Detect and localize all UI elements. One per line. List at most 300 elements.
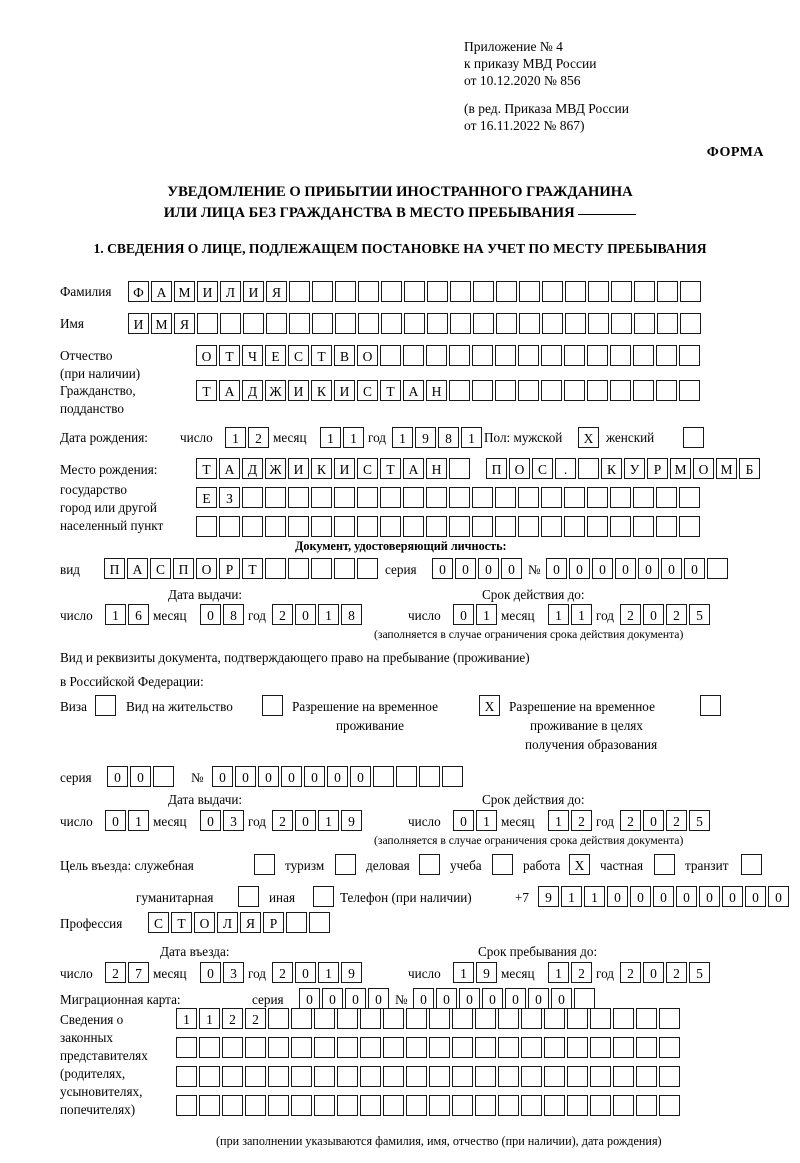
patronymic-cell-14[interactable]: [495, 345, 516, 366]
birth-city2-cell-13[interactable]: [472, 487, 493, 508]
legal-rep2-cell-11[interactable]: [406, 1037, 427, 1058]
surname-cell-16[interactable]: [473, 281, 494, 302]
name-cell-20[interactable]: [565, 313, 586, 334]
field-name[interactable]: [128, 313, 703, 334]
birth-city2-cell-14[interactable]: [495, 487, 516, 508]
doc-kind-cell-7[interactable]: Т: [242, 558, 263, 579]
legal-rep2-cell-8[interactable]: [337, 1037, 358, 1058]
legal-rep4-cell-18[interactable]: [567, 1095, 588, 1116]
legal-rep2-cell-22[interactable]: [659, 1037, 680, 1058]
birth-state-cell-12[interactable]: [449, 458, 470, 479]
birth-state-cell-11[interactable]: Н: [426, 458, 447, 479]
checkbox-purpose-private[interactable]: [654, 854, 675, 875]
field-phone[interactable]: [538, 886, 791, 907]
surname-cell-9[interactable]: [312, 281, 333, 302]
name-cell-25[interactable]: [680, 313, 701, 334]
birth-city3-cell-20[interactable]: [633, 516, 654, 537]
issue-year-cell-4[interactable]: 8: [341, 604, 362, 625]
surname-cell-24[interactable]: [657, 281, 678, 302]
profession-cell-7[interactable]: [286, 912, 307, 933]
stay-valid-year-cell-4[interactable]: 5: [689, 810, 710, 831]
phone-cell-6[interactable]: 0: [653, 886, 674, 907]
field-valid-day[interactable]: [453, 604, 499, 625]
legal-rep2-cell-4[interactable]: [245, 1037, 266, 1058]
checkbox-purpose-other[interactable]: [313, 886, 334, 907]
birth-day-cell-2[interactable]: 2: [248, 427, 269, 448]
valid-year-cell-3[interactable]: 2: [666, 604, 687, 625]
birth-city3-cell-9[interactable]: [380, 516, 401, 537]
phone-cell-11[interactable]: 0: [768, 886, 789, 907]
field-birth-place-city-row2[interactable]: [196, 487, 702, 508]
field-doc-number[interactable]: [546, 558, 730, 579]
valid-year-cell-1[interactable]: 2: [620, 604, 641, 625]
birth-city2-cell-17[interactable]: [564, 487, 585, 508]
citizenship-cell-4[interactable]: Ж: [265, 380, 286, 401]
field-stay-number[interactable]: [212, 766, 465, 787]
mig-number-cell-2[interactable]: 0: [436, 988, 457, 1009]
stay-end-year-cell-4[interactable]: 5: [689, 962, 710, 983]
birth-city1-cell-3[interactable]: С: [532, 458, 553, 479]
name-cell-17[interactable]: [496, 313, 517, 334]
patronymic-cell-22[interactable]: [679, 345, 700, 366]
checkbox-purpose-tourism[interactable]: [335, 854, 356, 875]
legal-rep1-cell-8[interactable]: [337, 1008, 358, 1029]
stay-end-year-cell-1[interactable]: 2: [620, 962, 641, 983]
legal-rep3-cell-5[interactable]: [268, 1066, 289, 1087]
citizenship-cell-17[interactable]: [564, 380, 585, 401]
field-doc-kind[interactable]: [104, 558, 380, 579]
field-entry-month[interactable]: [200, 962, 246, 983]
legal-rep3-cell-16[interactable]: [521, 1066, 542, 1087]
checkbox-edu-residence[interactable]: [700, 695, 721, 716]
field-legal-rep-row4[interactable]: [176, 1095, 682, 1116]
legal-rep1-cell-18[interactable]: [567, 1008, 588, 1029]
legal-rep3-cell-2[interactable]: [199, 1066, 220, 1087]
birth-city1-cell-8[interactable]: Р: [647, 458, 668, 479]
birth-city1-cell-12[interactable]: Б: [739, 458, 760, 479]
field-stay-valid-year[interactable]: [620, 810, 712, 831]
surname-cell-7[interactable]: Я: [266, 281, 287, 302]
name-cell-11[interactable]: [358, 313, 379, 334]
surname-cell-22[interactable]: [611, 281, 632, 302]
doc-kind-cell-11[interactable]: [334, 558, 355, 579]
citizenship-cell-5[interactable]: И: [288, 380, 309, 401]
legal-rep2-cell-12[interactable]: [429, 1037, 450, 1058]
surname-cell-23[interactable]: [634, 281, 655, 302]
mig-series-cell-1[interactable]: 0: [299, 988, 320, 1009]
field-stay-end-month[interactable]: [548, 962, 594, 983]
field-legal-rep-row3[interactable]: [176, 1066, 682, 1087]
legal-rep4-cell-12[interactable]: [429, 1095, 450, 1116]
checkbox-residence[interactable]: [262, 695, 283, 716]
surname-cell-1[interactable]: Ф: [128, 281, 149, 302]
citizenship-cell-10[interactable]: А: [403, 380, 424, 401]
name-cell-16[interactable]: [473, 313, 494, 334]
surname-cell-21[interactable]: [588, 281, 609, 302]
phone-cell-4[interactable]: 0: [607, 886, 628, 907]
stay-valid-day-cell-2[interactable]: 1: [476, 810, 497, 831]
legal-rep3-cell-22[interactable]: [659, 1066, 680, 1087]
citizenship-cell-19[interactable]: [610, 380, 631, 401]
valid-day-cell-1[interactable]: 0: [453, 604, 474, 625]
stay-valid-year-cell-1[interactable]: 2: [620, 810, 641, 831]
legal-rep1-cell-19[interactable]: [590, 1008, 611, 1029]
profession-cell-4[interactable]: Л: [217, 912, 238, 933]
birth-state-cell-6[interactable]: К: [311, 458, 332, 479]
field-stay-valid-day[interactable]: [453, 810, 499, 831]
field-legal-rep-row2[interactable]: [176, 1037, 682, 1058]
birth-city3-cell-19[interactable]: [610, 516, 631, 537]
doc-kind-cell-2[interactable]: А: [127, 558, 148, 579]
legal-rep1-cell-15[interactable]: [498, 1008, 519, 1029]
birth-city3-cell-2[interactable]: [219, 516, 240, 537]
citizenship-cell-6[interactable]: К: [311, 380, 332, 401]
legal-rep1-cell-20[interactable]: [613, 1008, 634, 1029]
stay-issue-month-cell-2[interactable]: 3: [223, 810, 244, 831]
birth-city3-cell-7[interactable]: [334, 516, 355, 537]
name-cell-2[interactable]: М: [151, 313, 172, 334]
field-entry-day[interactable]: [105, 962, 151, 983]
surname-cell-13[interactable]: [404, 281, 425, 302]
doc-kind-cell-1[interactable]: П: [104, 558, 125, 579]
checkbox-purpose-business[interactable]: [419, 854, 440, 875]
legal-rep1-cell-2[interactable]: 1: [199, 1008, 220, 1029]
citizenship-cell-1[interactable]: Т: [196, 380, 217, 401]
mig-number-cell-1[interactable]: 0: [413, 988, 434, 1009]
birth-city1-cell-7[interactable]: У: [624, 458, 645, 479]
legal-rep1-cell-6[interactable]: [291, 1008, 312, 1029]
birth-state-cell-3[interactable]: Д: [242, 458, 263, 479]
stay-issue-year-cell-2[interactable]: 0: [295, 810, 316, 831]
name-cell-13[interactable]: [404, 313, 425, 334]
name-cell-22[interactable]: [611, 313, 632, 334]
birth-city1-cell-1[interactable]: П: [486, 458, 507, 479]
birth-city2-cell-22[interactable]: [679, 487, 700, 508]
valid-year-cell-2[interactable]: 0: [643, 604, 664, 625]
patronymic-cell-13[interactable]: [472, 345, 493, 366]
legal-rep3-cell-20[interactable]: [613, 1066, 634, 1087]
birth-state-cell-1[interactable]: Т: [196, 458, 217, 479]
citizenship-cell-14[interactable]: [495, 380, 516, 401]
field-birth-day[interactable]: [225, 427, 271, 448]
birth-city2-cell-18[interactable]: [587, 487, 608, 508]
field-stay-issue-month[interactable]: [200, 810, 246, 831]
legal-rep3-cell-8[interactable]: [337, 1066, 358, 1087]
birth-city3-cell-12[interactable]: [449, 516, 470, 537]
name-cell-4[interactable]: [197, 313, 218, 334]
birth-city3-cell-5[interactable]: [288, 516, 309, 537]
legal-rep3-cell-14[interactable]: [475, 1066, 496, 1087]
legal-rep1-cell-11[interactable]: [406, 1008, 427, 1029]
birth-city1-cell-6[interactable]: К: [601, 458, 622, 479]
legal-rep1-cell-5[interactable]: [268, 1008, 289, 1029]
birth-month-cell-1[interactable]: 1: [320, 427, 341, 448]
surname-cell-5[interactable]: Л: [220, 281, 241, 302]
birth-city2-cell-11[interactable]: [426, 487, 447, 508]
checkbox-purpose-humanitarian[interactable]: [238, 886, 259, 907]
stay-number-cell-9[interactable]: [396, 766, 417, 787]
field-citizenship[interactable]: [196, 380, 702, 401]
legal-rep4-cell-15[interactable]: [498, 1095, 519, 1116]
legal-rep3-cell-11[interactable]: [406, 1066, 427, 1087]
profession-cell-8[interactable]: [309, 912, 330, 933]
patronymic-cell-2[interactable]: Т: [219, 345, 240, 366]
doc-kind-cell-6[interactable]: Р: [219, 558, 240, 579]
stay-number-cell-8[interactable]: [373, 766, 394, 787]
surname-cell-11[interactable]: [358, 281, 379, 302]
issue-year-cell-3[interactable]: 1: [318, 604, 339, 625]
field-doc-series[interactable]: [432, 558, 524, 579]
stay-valid-month-cell-2[interactable]: 2: [571, 810, 592, 831]
patronymic-cell-20[interactable]: [633, 345, 654, 366]
stay-number-cell-6[interactable]: 0: [327, 766, 348, 787]
stay-issue-year-cell-4[interactable]: 9: [341, 810, 362, 831]
field-valid-year[interactable]: [620, 604, 712, 625]
birth-city2-cell-4[interactable]: [265, 487, 286, 508]
legal-rep3-cell-15[interactable]: [498, 1066, 519, 1087]
field-issue-year[interactable]: [272, 604, 364, 625]
doc-kind-cell-4[interactable]: П: [173, 558, 194, 579]
name-cell-21[interactable]: [588, 313, 609, 334]
surname-cell-10[interactable]: [335, 281, 356, 302]
birth-city3-cell-1[interactable]: [196, 516, 217, 537]
name-cell-19[interactable]: [542, 313, 563, 334]
legal-rep4-cell-3[interactable]: [222, 1095, 243, 1116]
name-cell-23[interactable]: [634, 313, 655, 334]
field-migration-series[interactable]: [299, 988, 391, 1009]
doc-number-cell-5[interactable]: 0: [638, 558, 659, 579]
legal-rep3-cell-10[interactable]: [383, 1066, 404, 1087]
profession-cell-5[interactable]: Я: [240, 912, 261, 933]
phone-cell-10[interactable]: 0: [745, 886, 766, 907]
phone-cell-5[interactable]: 0: [630, 886, 651, 907]
legal-rep4-cell-9[interactable]: [360, 1095, 381, 1116]
checkbox-sex-female[interactable]: [683, 427, 704, 448]
citizenship-cell-15[interactable]: [518, 380, 539, 401]
stay-issue-day-cell-2[interactable]: 1: [128, 810, 149, 831]
birth-city2-cell-21[interactable]: [656, 487, 677, 508]
birth-city2-cell-16[interactable]: [541, 487, 562, 508]
doc-number-cell-7[interactable]: 0: [684, 558, 705, 579]
entry-month-cell-1[interactable]: 0: [200, 962, 221, 983]
birth-city2-cell-6[interactable]: [311, 487, 332, 508]
legal-rep2-cell-17[interactable]: [544, 1037, 565, 1058]
issue-day-cell-1[interactable]: 1: [105, 604, 126, 625]
birth-city2-cell-5[interactable]: [288, 487, 309, 508]
birth-city3-cell-11[interactable]: [426, 516, 447, 537]
birth-city1-cell-9[interactable]: М: [670, 458, 691, 479]
name-cell-5[interactable]: [220, 313, 241, 334]
valid-month-cell-2[interactable]: 1: [571, 604, 592, 625]
legal-rep2-cell-14[interactable]: [475, 1037, 496, 1058]
field-surname[interactable]: [128, 281, 703, 302]
birth-year-cell-2[interactable]: 9: [415, 427, 436, 448]
profession-cell-2[interactable]: Т: [171, 912, 192, 933]
field-birth-month[interactable]: [320, 427, 366, 448]
checkbox-temp-residence[interactable]: X: [479, 695, 500, 716]
patronymic-cell-6[interactable]: Т: [311, 345, 332, 366]
citizenship-cell-20[interactable]: [633, 380, 654, 401]
profession-cell-6[interactable]: Р: [263, 912, 284, 933]
valid-day-cell-2[interactable]: 1: [476, 604, 497, 625]
phone-cell-9[interactable]: 0: [722, 886, 743, 907]
field-birth-place-city-row1[interactable]: [486, 458, 762, 479]
phone-cell-1[interactable]: 9: [538, 886, 559, 907]
doc-kind-cell-9[interactable]: [288, 558, 309, 579]
stay-issue-year-cell-1[interactable]: 2: [272, 810, 293, 831]
legal-rep1-cell-22[interactable]: [659, 1008, 680, 1029]
patronymic-cell-15[interactable]: [518, 345, 539, 366]
legal-rep1-cell-16[interactable]: [521, 1008, 542, 1029]
citizenship-cell-21[interactable]: [656, 380, 677, 401]
surname-cell-14[interactable]: [427, 281, 448, 302]
legal-rep1-cell-13[interactable]: [452, 1008, 473, 1029]
field-issue-month[interactable]: [200, 604, 246, 625]
doc-number-cell-6[interactable]: 0: [661, 558, 682, 579]
doc-number-cell-4[interactable]: 0: [615, 558, 636, 579]
stay-number-cell-7[interactable]: 0: [350, 766, 371, 787]
legal-rep2-cell-18[interactable]: [567, 1037, 588, 1058]
surname-cell-3[interactable]: М: [174, 281, 195, 302]
legal-rep2-cell-16[interactable]: [521, 1037, 542, 1058]
issue-day-cell-2[interactable]: 6: [128, 604, 149, 625]
doc-kind-cell-5[interactable]: О: [196, 558, 217, 579]
doc-series-cell-2[interactable]: 0: [455, 558, 476, 579]
stay-end-day-cell-1[interactable]: 1: [453, 962, 474, 983]
stay-valid-year-cell-3[interactable]: 2: [666, 810, 687, 831]
stay-end-year-cell-3[interactable]: 2: [666, 962, 687, 983]
birth-city2-cell-12[interactable]: [449, 487, 470, 508]
legal-rep3-cell-12[interactable]: [429, 1066, 450, 1087]
legal-rep1-cell-1[interactable]: 1: [176, 1008, 197, 1029]
birth-city3-cell-21[interactable]: [656, 516, 677, 537]
stay-valid-day-cell-1[interactable]: 0: [453, 810, 474, 831]
entry-year-cell-4[interactable]: 9: [341, 962, 362, 983]
phone-cell-8[interactable]: 0: [699, 886, 720, 907]
legal-rep3-cell-1[interactable]: [176, 1066, 197, 1087]
birth-city2-cell-15[interactable]: [518, 487, 539, 508]
legal-rep3-cell-21[interactable]: [636, 1066, 657, 1087]
legal-rep1-cell-10[interactable]: [383, 1008, 404, 1029]
field-legal-rep-row1[interactable]: [176, 1008, 682, 1029]
birth-day-cell-1[interactable]: 1: [225, 427, 246, 448]
birth-year-cell-1[interactable]: 1: [392, 427, 413, 448]
mig-number-cell-3[interactable]: 0: [459, 988, 480, 1009]
mig-number-cell-4[interactable]: 0: [482, 988, 503, 1009]
name-cell-12[interactable]: [381, 313, 402, 334]
checkbox-visa[interactable]: [95, 695, 116, 716]
entry-day-cell-2[interactable]: 7: [128, 962, 149, 983]
legal-rep1-cell-9[interactable]: [360, 1008, 381, 1029]
patronymic-cell-17[interactable]: [564, 345, 585, 366]
birth-year-cell-3[interactable]: 8: [438, 427, 459, 448]
birth-city3-cell-16[interactable]: [541, 516, 562, 537]
phone-cell-3[interactable]: 1: [584, 886, 605, 907]
stay-number-cell-3[interactable]: 0: [258, 766, 279, 787]
name-cell-14[interactable]: [427, 313, 448, 334]
stay-end-month-cell-1[interactable]: 1: [548, 962, 569, 983]
stay-series-cell-2[interactable]: 0: [130, 766, 151, 787]
legal-rep2-cell-21[interactable]: [636, 1037, 657, 1058]
field-migration-number[interactable]: [413, 988, 597, 1009]
legal-rep2-cell-20[interactable]: [613, 1037, 634, 1058]
legal-rep2-cell-10[interactable]: [383, 1037, 404, 1058]
birth-city2-cell-1[interactable]: Е: [196, 487, 217, 508]
field-issue-day[interactable]: [105, 604, 151, 625]
surname-cell-12[interactable]: [381, 281, 402, 302]
citizenship-cell-3[interactable]: Д: [242, 380, 263, 401]
legal-rep2-cell-5[interactable]: [268, 1037, 289, 1058]
mig-number-cell-6[interactable]: 0: [528, 988, 549, 1009]
doc-number-cell-8[interactable]: [707, 558, 728, 579]
citizenship-cell-16[interactable]: [541, 380, 562, 401]
birth-state-cell-7[interactable]: И: [334, 458, 355, 479]
legal-rep2-cell-6[interactable]: [291, 1037, 312, 1058]
entry-year-cell-1[interactable]: 2: [272, 962, 293, 983]
doc-series-cell-4[interactable]: 0: [501, 558, 522, 579]
stay-number-cell-1[interactable]: 0: [212, 766, 233, 787]
field-entry-year[interactable]: [272, 962, 364, 983]
checkbox-purpose-transit[interactable]: [741, 854, 762, 875]
phone-cell-2[interactable]: 1: [561, 886, 582, 907]
birth-city2-cell-2[interactable]: З: [219, 487, 240, 508]
surname-cell-19[interactable]: [542, 281, 563, 302]
stay-end-year-cell-2[interactable]: 0: [643, 962, 664, 983]
citizenship-cell-12[interactable]: [449, 380, 470, 401]
legal-rep4-cell-22[interactable]: [659, 1095, 680, 1116]
legal-rep3-cell-19[interactable]: [590, 1066, 611, 1087]
birth-city2-cell-3[interactable]: [242, 487, 263, 508]
field-stay-issue-day[interactable]: [105, 810, 151, 831]
legal-rep4-cell-4[interactable]: [245, 1095, 266, 1116]
doc-kind-cell-12[interactable]: [357, 558, 378, 579]
legal-rep3-cell-13[interactable]: [452, 1066, 473, 1087]
patronymic-cell-12[interactable]: [449, 345, 470, 366]
name-cell-7[interactable]: [266, 313, 287, 334]
entry-month-cell-2[interactable]: 3: [223, 962, 244, 983]
surname-cell-25[interactable]: [680, 281, 701, 302]
legal-rep2-cell-9[interactable]: [360, 1037, 381, 1058]
legal-rep1-cell-14[interactable]: [475, 1008, 496, 1029]
surname-cell-20[interactable]: [565, 281, 586, 302]
birth-city3-cell-18[interactable]: [587, 516, 608, 537]
legal-rep1-cell-3[interactable]: 2: [222, 1008, 243, 1029]
legal-rep1-cell-21[interactable]: [636, 1008, 657, 1029]
field-birth-place-city-row3[interactable]: [196, 516, 702, 537]
birth-city3-cell-3[interactable]: [242, 516, 263, 537]
birth-city2-cell-8[interactable]: [357, 487, 378, 508]
field-valid-month[interactable]: [548, 604, 594, 625]
legal-rep3-cell-3[interactable]: [222, 1066, 243, 1087]
birth-month-cell-2[interactable]: 1: [343, 427, 364, 448]
birth-year-cell-4[interactable]: 1: [461, 427, 482, 448]
stay-series-cell-3[interactable]: [153, 766, 174, 787]
stay-number-cell-4[interactable]: 0: [281, 766, 302, 787]
legal-rep3-cell-9[interactable]: [360, 1066, 381, 1087]
surname-cell-8[interactable]: [289, 281, 310, 302]
citizenship-cell-7[interactable]: И: [334, 380, 355, 401]
doc-series-cell-3[interactable]: 0: [478, 558, 499, 579]
name-cell-10[interactable]: [335, 313, 356, 334]
surname-cell-15[interactable]: [450, 281, 471, 302]
legal-rep4-cell-13[interactable]: [452, 1095, 473, 1116]
field-birth-place-state[interactable]: [196, 458, 472, 479]
patronymic-cell-19[interactable]: [610, 345, 631, 366]
surname-cell-17[interactable]: [496, 281, 517, 302]
patronymic-cell-3[interactable]: Ч: [242, 345, 263, 366]
checkbox-purpose-study[interactable]: [492, 854, 513, 875]
surname-cell-6[interactable]: И: [243, 281, 264, 302]
